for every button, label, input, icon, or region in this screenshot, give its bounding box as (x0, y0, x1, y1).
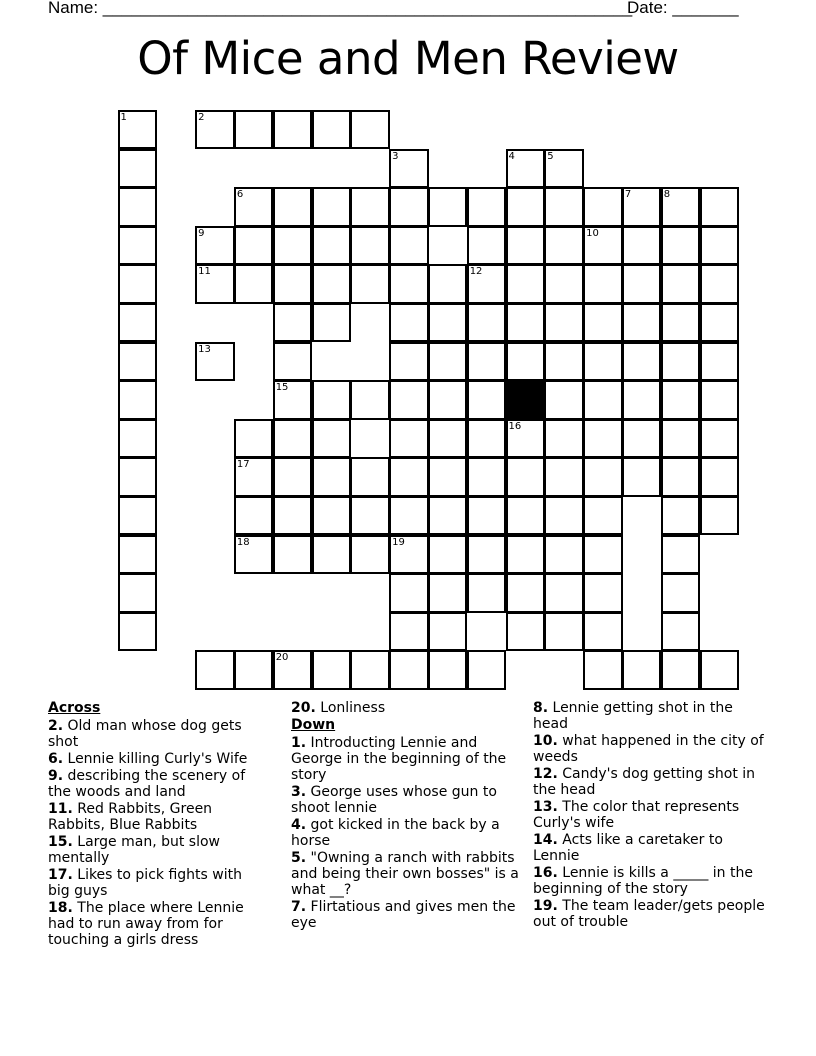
grid-cell[interactable] (544, 535, 584, 574)
clue-number: 17 (236, 459, 250, 471)
grid-cell[interactable] (273, 496, 313, 535)
grid-cell[interactable] (350, 650, 390, 689)
clue-number: 3 (392, 150, 399, 162)
grid-cell[interactable] (467, 187, 507, 226)
grid-cell[interactable] (312, 226, 352, 265)
grid-cell[interactable] (467, 342, 507, 381)
clue-number: 7 (624, 189, 632, 201)
grid-cell[interactable] (312, 535, 352, 574)
clue (533, 700, 769, 732)
clue (48, 867, 268, 899)
grid-cell[interactable] (544, 457, 584, 496)
clues-column-1 (48, 700, 268, 949)
grid-cell[interactable] (467, 535, 507, 574)
grid-cell[interactable] (622, 264, 662, 303)
grid-cell[interactable] (661, 612, 701, 651)
grid-cell[interactable] (428, 264, 468, 303)
grid-cell[interactable] (234, 457, 274, 496)
grid-cell[interactable] (428, 187, 468, 226)
clue-number: 5 (547, 150, 554, 162)
grid-cell[interactable] (389, 535, 429, 574)
grid-cell[interactable] (428, 612, 468, 651)
clue-number-label: 5. (291, 850, 307, 866)
grid-cell[interactable] (118, 573, 158, 612)
grid-cell[interactable] (118, 380, 158, 419)
grid-cell[interactable] (428, 457, 468, 496)
grid-cell[interactable] (234, 419, 274, 458)
clue-number: 12 (469, 266, 483, 278)
clue-number-label: 11. (48, 801, 73, 817)
grid-cell[interactable] (467, 457, 507, 496)
grid-cell[interactable] (544, 264, 584, 303)
grid-cell[interactable] (700, 264, 740, 303)
clue-number-label: 12. (533, 766, 558, 782)
clue-text: Lennie is kills a _____ in the beginning of the story (533, 865, 753, 897)
grid-cell[interactable] (544, 342, 584, 381)
grid-cell[interactable] (312, 496, 352, 535)
grid-cell[interactable] (428, 650, 468, 689)
grid-cell[interactable] (544, 226, 584, 265)
clue-number-label: 19. (533, 898, 558, 914)
grid-cell[interactable] (195, 342, 235, 381)
clue-number: 18 (236, 536, 250, 548)
grid-cell[interactable] (350, 457, 390, 496)
grid-cell[interactable] (234, 264, 274, 303)
grid-cell[interactable] (506, 535, 546, 574)
grid-cell[interactable] (350, 496, 390, 535)
grid-cell[interactable] (661, 303, 701, 342)
clue-text: got kicked in the back by a horse (291, 817, 500, 849)
grid-cell[interactable] (661, 380, 701, 419)
grid-cell[interactable] (389, 380, 429, 419)
grid-cell[interactable] (428, 380, 468, 419)
grid-cell[interactable] (234, 535, 274, 574)
grid-cell[interactable] (700, 187, 740, 226)
grid-cell[interactable] (622, 187, 662, 226)
grid-cell[interactable] (350, 187, 390, 226)
grid-cell[interactable] (583, 342, 623, 381)
clue-number-label: 3. (291, 784, 307, 800)
grid-cell[interactable] (544, 612, 584, 651)
grid-cell[interactable] (389, 187, 429, 226)
grid-cell[interactable] (583, 496, 623, 535)
grid-cell[interactable] (467, 380, 507, 419)
clue-number: 20 (275, 652, 289, 664)
clue-number-label: 2. (48, 718, 64, 734)
grid-cell[interactable] (118, 187, 158, 226)
grid-cell[interactable] (467, 264, 507, 303)
clue (291, 817, 519, 849)
clue-number-label: 16. (533, 865, 558, 881)
grid-cell[interactable] (622, 650, 662, 689)
grid-cell[interactable] (195, 650, 235, 689)
across-heading: Across (48, 700, 101, 716)
grid-cell[interactable] (506, 264, 546, 303)
grid-cell[interactable] (389, 457, 429, 496)
clue (533, 766, 769, 798)
clue-number: 15 (275, 382, 289, 394)
clue-number-label: 13. (533, 799, 558, 815)
grid-cell[interactable] (583, 573, 623, 612)
grid-cell[interactable] (118, 110, 158, 149)
clues-column-3 (533, 700, 769, 931)
grid-cell[interactable] (467, 496, 507, 535)
clue-number: 1 (120, 112, 127, 123)
grid-cell[interactable] (700, 342, 740, 381)
clue (48, 718, 268, 750)
black-cell (506, 380, 546, 419)
grid-cell[interactable] (312, 303, 352, 342)
grid-cell[interactable] (312, 457, 352, 496)
clue-text: "Owning a ranch with rabbits and being their own bosses" is a what __? (291, 850, 519, 898)
clue-text: Large man, but slow mentally (48, 834, 220, 866)
clue-number: 13 (198, 343, 211, 355)
grid-cell[interactable] (544, 496, 584, 535)
grid-cell[interactable] (234, 496, 274, 535)
clue (533, 832, 769, 864)
clue-text: The team leader/gets people out of trouble (533, 898, 765, 930)
grid-cell[interactable] (467, 573, 507, 612)
clue (48, 751, 268, 767)
grid-cell[interactable] (506, 342, 546, 381)
clue-number-label: 14. (533, 832, 558, 848)
clue-number-label: 9. (48, 768, 64, 784)
clue-text: The color that represents Curly's wife (533, 799, 740, 831)
grid-cell[interactable] (467, 303, 507, 342)
grid-cell[interactable] (350, 264, 390, 303)
grid-cell[interactable] (389, 650, 429, 689)
clue-number: 16 (508, 420, 522, 432)
grid-cell[interactable] (544, 380, 584, 419)
grid-cell[interactable] (700, 650, 740, 689)
grid-cell[interactable] (622, 419, 662, 458)
clue-number: 4 (508, 150, 515, 162)
clues-column-2 (291, 700, 519, 932)
grid-cell[interactable] (428, 573, 468, 612)
clue-number-label: 4. (291, 817, 307, 833)
grid-cell[interactable] (273, 342, 313, 381)
grid-cell[interactable] (544, 303, 584, 342)
clue-text: Acts like a caretaker to Lennie (533, 832, 723, 864)
grid-cell[interactable] (389, 612, 429, 651)
grid-cell[interactable] (544, 419, 584, 458)
grid-cell[interactable] (622, 342, 662, 381)
grid-cell[interactable] (312, 110, 352, 149)
grid-cell[interactable] (195, 110, 235, 149)
grid-cell[interactable] (506, 573, 546, 612)
clue (533, 898, 769, 930)
grid-cell[interactable] (700, 226, 740, 265)
clue (291, 700, 519, 716)
grid-cell[interactable] (273, 226, 313, 265)
grid-cell[interactable] (428, 496, 468, 535)
clue-text: The place where Lennie had to run away from for touching a girls dress (48, 900, 244, 948)
grid-cell[interactable] (389, 573, 429, 612)
grid-cell[interactable] (661, 573, 701, 612)
grid-cell[interactable] (195, 264, 235, 303)
grid-cell[interactable] (195, 226, 235, 265)
grid-cell[interactable] (506, 187, 546, 226)
grid-cell[interactable] (583, 380, 623, 419)
grid-cell[interactable] (312, 419, 352, 458)
clue (48, 900, 268, 948)
clue-text: Candy's dog getting shot in the head (533, 766, 756, 798)
grid-cell[interactable] (661, 342, 701, 381)
grid-cell[interactable] (389, 342, 429, 381)
grid-cell[interactable] (428, 419, 468, 458)
grid-cell[interactable] (700, 380, 740, 419)
grid-cell[interactable] (583, 612, 623, 651)
grid-cell[interactable] (583, 419, 623, 458)
grid-cell[interactable] (234, 110, 274, 149)
grid-cell[interactable] (661, 535, 701, 574)
grid-cell[interactable] (622, 226, 662, 265)
down-heading: Down (291, 717, 336, 733)
clue-text: Lennie killing Curly's Wife (63, 751, 248, 767)
grid-cell[interactable] (312, 380, 352, 419)
date-field: Date: _______ (627, 0, 739, 17)
clue-number: 11 (198, 266, 211, 278)
grid-cell[interactable] (273, 419, 313, 458)
clue (291, 735, 519, 783)
clue-number-label: 1. (291, 735, 307, 751)
grid-cell[interactable] (118, 264, 158, 303)
clue-number-label: 8. (533, 700, 549, 716)
clue (48, 801, 268, 833)
clue (291, 784, 519, 816)
grid-cell[interactable] (273, 187, 313, 226)
grid-cell[interactable] (234, 650, 274, 689)
clue-text: Lennie getting shot in the head (533, 700, 733, 732)
grid-cell[interactable] (544, 149, 584, 188)
grid-cell[interactable] (312, 187, 352, 226)
grid-cell[interactable] (661, 264, 701, 303)
clue-number-label: 18. (48, 900, 73, 916)
grid-cell[interactable] (583, 535, 623, 574)
clue-number-label: 10. (533, 733, 558, 749)
clue-number-label: 6. (48, 751, 64, 767)
grid-cell[interactable] (273, 303, 313, 342)
clue-number: 10 (586, 227, 599, 239)
clue-text: Old man whose dog gets shot (48, 718, 242, 750)
grid-cell[interactable] (389, 303, 429, 342)
grid-cell[interactable] (661, 650, 701, 689)
grid-cell[interactable] (118, 303, 158, 342)
clue (291, 899, 519, 931)
grid-cell[interactable] (273, 380, 313, 419)
clue-number-label: 15. (48, 834, 73, 850)
grid-cell[interactable] (583, 457, 623, 496)
grid-cell[interactable] (273, 457, 313, 496)
grid-cell[interactable] (544, 187, 584, 226)
grid-cell[interactable] (544, 573, 584, 612)
grid-cell[interactable] (350, 380, 390, 419)
grid-cell[interactable] (389, 264, 429, 303)
grid-cell[interactable] (661, 419, 701, 458)
grid-cell[interactable] (583, 303, 623, 342)
grid-cell[interactable] (467, 226, 507, 265)
grid-cell[interactable] (312, 650, 352, 689)
grid-cell[interactable] (118, 226, 158, 265)
clue-text: Lonliness (315, 700, 386, 716)
clue (48, 834, 268, 866)
grid-cell[interactable] (118, 419, 158, 458)
grid-cell[interactable] (273, 535, 313, 574)
clue-text: Introducting Lennie and George in the beginning of the story (291, 735, 507, 783)
grid-cell[interactable] (350, 535, 390, 574)
grid-cell[interactable] (583, 650, 623, 689)
clue (533, 799, 769, 831)
clue-number: 6 (236, 189, 244, 201)
grid-cell[interactable] (583, 264, 623, 303)
grid-cell[interactable] (700, 303, 740, 342)
grid-cell[interactable] (428, 342, 468, 381)
grid-cell[interactable] (506, 303, 546, 342)
clue (291, 850, 519, 898)
grid-cell[interactable] (583, 187, 623, 226)
clue-number: 8 (663, 189, 671, 201)
grid-cell[interactable] (118, 612, 158, 651)
grid-cell[interactable] (118, 535, 158, 574)
clue-number: 19 (392, 536, 405, 548)
grid-cell[interactable] (118, 342, 158, 381)
grid-cell[interactable] (700, 457, 740, 496)
grid-cell[interactable] (661, 226, 701, 265)
clue-text: what happened in the city of weeds (533, 733, 764, 765)
grid-cell[interactable] (506, 149, 546, 188)
grid-cell[interactable] (234, 187, 274, 226)
grid-cell[interactable] (312, 264, 352, 303)
grid-cell[interactable] (467, 419, 507, 458)
grid-cell[interactable] (622, 457, 662, 496)
grid-cell[interactable] (506, 612, 546, 651)
clue (48, 768, 268, 800)
grid-cell[interactable] (118, 496, 158, 535)
grid-cell[interactable] (661, 496, 701, 535)
clue (533, 733, 769, 765)
grid-cell[interactable] (389, 226, 429, 265)
clue-number: 2 (198, 112, 205, 123)
grid-cell[interactable] (234, 226, 274, 265)
clue-text: Red Rabbits, Green Rabbits, Blue Rabbits (48, 801, 213, 833)
clue-text: Flirtatious and gives men the eye (291, 899, 516, 931)
grid-cell[interactable] (700, 496, 740, 535)
grid-cell[interactable] (428, 303, 468, 342)
grid-cell[interactable] (622, 303, 662, 342)
grid-cell[interactable] (118, 457, 158, 496)
grid-cell[interactable] (467, 650, 507, 689)
grid-cell[interactable] (583, 226, 623, 265)
name-field: Name: ________________________________________________________ (48, 0, 633, 17)
grid-cell[interactable] (622, 380, 662, 419)
grid-cell[interactable] (350, 226, 390, 265)
grid-cell[interactable] (506, 419, 546, 458)
grid-cell[interactable] (350, 110, 390, 149)
clue-number-label: 20. (291, 700, 316, 716)
clue-number-label: 7. (291, 899, 307, 915)
clue-text: Likes to pick fights with big guys (48, 867, 242, 899)
grid-cell[interactable] (273, 264, 313, 303)
grid-cell[interactable] (506, 496, 546, 535)
grid-cell[interactable] (506, 457, 546, 496)
grid-cell[interactable] (118, 149, 158, 188)
grid-cell[interactable] (273, 650, 313, 689)
clue-text: describing the scenery of the woods and land (48, 768, 246, 800)
grid-cell[interactable] (389, 496, 429, 535)
grid-cell[interactable] (700, 419, 740, 458)
clue-number: 9 (198, 227, 205, 239)
clue-text: George uses whose gun to shoot lennie (291, 784, 497, 816)
clue-number-label: 17. (48, 867, 73, 883)
page-title: Of Mice and Men Review (137, 32, 679, 85)
grid-cell[interactable] (389, 149, 429, 188)
grid-cell[interactable] (661, 187, 701, 226)
grid-cell[interactable] (661, 457, 701, 496)
grid-cell[interactable] (506, 226, 546, 265)
grid-cell[interactable] (273, 110, 313, 149)
grid-cell[interactable] (428, 535, 468, 574)
clue (533, 865, 769, 897)
grid-cell[interactable] (389, 419, 429, 458)
